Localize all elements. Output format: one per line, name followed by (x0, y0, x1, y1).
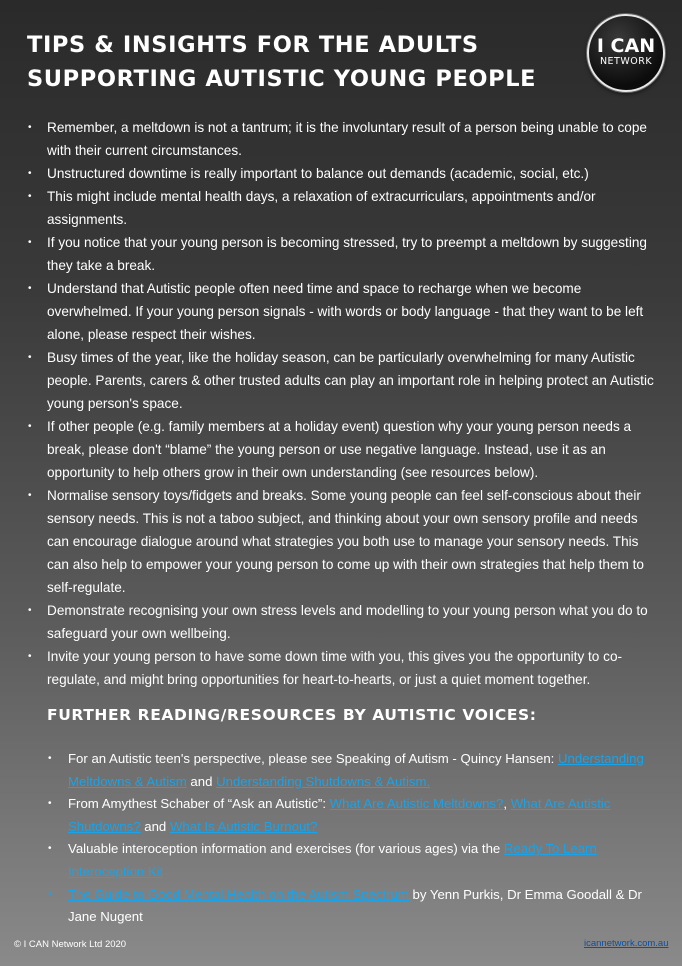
bullet-icon: • (48, 753, 52, 764)
link-mental-health-guide[interactable]: The Guide to Good Mental Health on the Autism Spectrum (68, 886, 409, 902)
bullet-icon: • (28, 122, 32, 133)
tip-item: • This might include mental health days, a relaxation of extracurriculars, appointments and/or assignments. (28, 185, 654, 231)
title-line-2: SUPPORTING AUTISTIC YOUNG PEOPLE (27, 66, 537, 92)
bullet-icon: • (28, 421, 32, 432)
link-interoception-kit[interactable]: Ready To Learn Interoception Kit (68, 841, 597, 879)
resource-item (48, 884, 648, 929)
bullet-icon: • (28, 490, 32, 501)
resource-item: • For an Autistic teen's perspective, please see Speaking of Autism - Quincy Hansen: Understanding Meltdowns & Autism and Understanding Shutdowns & Autism. (48, 748, 648, 793)
bullet-icon: • (28, 605, 32, 616)
resource-item: • From Amythest Schaber of “Ask an Autistic”: What Are Autistic Meltdowns?, What Are Autistic Shutdowns? and What Is Autistic Burnout? (48, 793, 648, 838)
resources-list (48, 748, 648, 929)
resource-text: Valuable interoception information and exercises (for various ages) via the (68, 841, 501, 857)
bullet-icon: • (28, 191, 32, 202)
resource-text: For an Autistic teen's perspective, please see Speaking of Autism - Quincy Hansen: (68, 751, 555, 766)
link-autistic-burnout[interactable]: What Is Autistic Burnout? (169, 818, 318, 834)
link-understanding-shutdowns[interactable]: Understanding Shutdowns & Autism. (216, 773, 431, 789)
tip-item: • Remember, a meltdown is not a tantrum; it is the involuntary result of a person being unable to cope with their current circumstances. (28, 116, 654, 162)
bullet-icon: • (28, 283, 32, 294)
tips-list (28, 116, 654, 691)
bullet-icon: • (48, 843, 52, 855)
tip-item: • Normalise sensory toys/fidgets and breaks. Some young people can feel self-conscious about their sensory needs. This is not a taboo subject, and thinking about your own sensory profile and needs can encourage dialogue around what strategies you both use to manage your sensory needs. This can also help to empower your young person to come up with their own strategies that help them to self-regulate. (28, 484, 654, 599)
resources-heading: FURTHER READING/RESOURCES BY AUTISTIC VOICES: (47, 706, 537, 724)
resource-text: From Amythest Schaber of “Ask an Autistic”: (68, 796, 326, 812)
bullet-icon: • (28, 237, 32, 248)
resource-item (48, 838, 648, 883)
title-line-1: TIPS & INSIGHTS FOR THE ADULTS (27, 32, 479, 58)
i-can-network-logo (587, 14, 665, 92)
bullet-icon: • (28, 651, 32, 662)
bullet-icon: • (28, 168, 32, 179)
website-link[interactable]: icannetwork.com.au (584, 938, 669, 949)
resource-text: by Yenn Purkis, Dr Emma Goodall & Dr Jane Nugent (68, 886, 642, 925)
link-autistic-shutdowns[interactable]: What Are Autistic Shutdowns? (68, 796, 611, 834)
tip-item: • If other people (e.g. family members at a holiday event) question why your young person needs a break, please don't “blame” the young person or use negative language. Instead, use it as an opportunity to help others grow in their own understanding (see resources below). (28, 415, 654, 484)
tip-item: • Understand that Autistic people often need time and space to recharge when we become overwhelmed. If your young person signals - with words or body language - that they want to be left alone, please respect their wishes. (28, 277, 654, 346)
page-title (27, 28, 536, 96)
logo-sub-text: NETWORK (599, 56, 653, 67)
bullet-icon: • (48, 888, 52, 900)
tip-item: • If you notice that your young person is becoming stressed, try to preempt a meltdown by suggesting they take a break. (28, 231, 654, 277)
bullet-icon: • (28, 352, 32, 363)
tip-item: • Demonstrate recognising your own stress levels and modelling to your young person what you do to safeguard your own wellbeing. (28, 599, 654, 645)
tip-item: • Unstructured downtime is really important to balance out demands (academic, social, etc.) (28, 162, 654, 185)
logo-main-text: I CAN (596, 35, 656, 57)
tip-item: • Busy times of the year, like the holiday season, can be particularly overwhelming for many Autistic people. Parents, carers & other trusted adults can play an important role in helping protect an Autistic young person's space. (28, 346, 654, 415)
link-autistic-meltdowns[interactable]: What Are Autistic Meltdowns? (329, 796, 504, 812)
copyright-notice: © I CAN Network Ltd 2020 (14, 939, 127, 950)
bullet-icon: • (48, 798, 52, 810)
link-understanding-meltdowns[interactable]: Understanding Meltdowns & Autism (68, 751, 644, 789)
tip-item: • Invite your young person to have some down time with you, this gives you the opportunity to co-regulate, and might bring opportunities for heart-to-hearts, or just a quiet moment together. (28, 645, 654, 691)
